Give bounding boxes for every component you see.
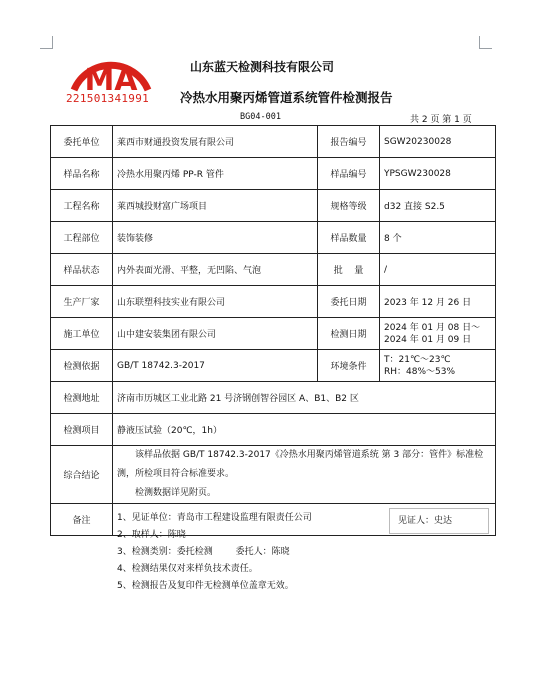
field-label: 样品编号 bbox=[318, 158, 380, 190]
table-row bbox=[51, 286, 496, 318]
field-value: 莱西市财通投资发展有限公司 bbox=[113, 126, 318, 158]
doc-number: BG04-001 bbox=[240, 112, 281, 122]
witness-box: 见证人：史达 bbox=[389, 508, 489, 534]
field-value bbox=[380, 350, 496, 382]
field-value: SGW20230028 bbox=[380, 126, 496, 158]
field-label: 报告编号 bbox=[318, 126, 380, 158]
table-row bbox=[51, 158, 496, 190]
field-value: 8 个 bbox=[380, 222, 496, 254]
field-value: / bbox=[380, 254, 496, 286]
field-value: GB/T 18742.3-2017 bbox=[113, 350, 318, 382]
field-value: 莱西城投财富广场项目 bbox=[113, 190, 318, 222]
notes-area bbox=[113, 504, 495, 591]
conclusion-paragraph: 检测数据详见附页。 bbox=[135, 488, 217, 498]
field-label: 样品数量 bbox=[318, 222, 380, 254]
field-label: 工程名称 bbox=[51, 190, 113, 222]
table-row bbox=[51, 446, 496, 504]
field-value: 2023 年 12 月 26 日 bbox=[380, 286, 496, 318]
field-value: d32 直接 S2.5 bbox=[380, 190, 496, 222]
table-row bbox=[51, 126, 496, 158]
env-temperature: T：21℃～23℃ bbox=[384, 354, 451, 365]
table-row bbox=[51, 254, 496, 286]
table-row bbox=[51, 504, 496, 536]
list-item: 3、检测类别：委托检测 委托人：陈晓 bbox=[117, 547, 290, 557]
table-row bbox=[51, 222, 496, 254]
field-label: 检测日期 bbox=[318, 318, 380, 350]
list-item: 2、取样人：陈晓 bbox=[117, 530, 186, 540]
field-label: 规格等级 bbox=[318, 190, 380, 222]
field-value: 山东联塑科技实业有限公司 bbox=[113, 286, 318, 318]
field-label: 备注 bbox=[51, 504, 113, 536]
table-row bbox=[51, 190, 496, 222]
report-table bbox=[50, 125, 496, 591]
field-label: 工程部位 bbox=[51, 222, 113, 254]
field-value: 静液压试验（20℃，1h） bbox=[113, 414, 496, 446]
notes-list bbox=[117, 510, 312, 595]
field-value: 装饰装修 bbox=[113, 222, 318, 254]
env-humidity: RH：48%～53% bbox=[384, 366, 456, 377]
report-title: 冷热水用聚丙烯管道系统管件检测报告 bbox=[180, 90, 393, 105]
table-row bbox=[51, 414, 496, 446]
field-label: 委托日期 bbox=[318, 286, 380, 318]
field-value bbox=[380, 318, 496, 350]
field-label: 综合结论 bbox=[51, 446, 113, 504]
list-item: 1、见证单位：青岛市工程建设监理有限责任公司 bbox=[117, 513, 312, 523]
test-date-end: 2024 年 01 月 09 日 bbox=[384, 334, 472, 345]
company-name: 山东蓝天检测科技有限公司 bbox=[190, 60, 335, 74]
field-label: 检测依据 bbox=[51, 350, 113, 382]
conclusion-text bbox=[113, 446, 496, 504]
page-info: 共 2 页 第 1 页 bbox=[410, 115, 472, 125]
table-row bbox=[51, 382, 496, 414]
field-label: 环境条件 bbox=[318, 350, 380, 382]
page-corner-mark bbox=[40, 36, 53, 49]
conclusion-paragraph: 该样品依据 GB/T 18742.3-2017《冷热水用聚丙烯管道系统 第 3 部分：管件》标准检测，所检项目符合标准要求。 bbox=[117, 450, 484, 479]
field-label: 批 量 bbox=[318, 254, 380, 286]
field-value: 山中建安装集团有限公司 bbox=[113, 318, 318, 350]
table-row bbox=[51, 350, 496, 382]
field-value: YPSGW230028 bbox=[380, 158, 496, 190]
field-label: 委托单位 bbox=[51, 126, 113, 158]
field-label: 检测地址 bbox=[51, 382, 113, 414]
field-value: 内外表面光滑、平整，无凹陷、气泡 bbox=[113, 254, 318, 286]
field-label: 生产厂家 bbox=[51, 286, 113, 318]
notes-cell bbox=[113, 504, 496, 591]
page-corner-mark bbox=[479, 36, 492, 49]
field-value: 冷热水用聚丙烯 PP-R 管件 bbox=[113, 158, 318, 190]
field-label: 施工单位 bbox=[51, 318, 113, 350]
field-value: 济南市历城区工业北路 21 号济钢创智谷园区 A、B1、B2 区 bbox=[113, 382, 496, 414]
field-label: 样品状态 bbox=[51, 254, 113, 286]
list-item: 4、检测结果仅对来样负技术责任。 bbox=[117, 564, 258, 574]
cma-code: 221501341991 bbox=[66, 92, 150, 105]
field-label: 样品名称 bbox=[51, 158, 113, 190]
test-date-start: 2024 年 01 月 08 日～ bbox=[384, 322, 481, 333]
table-row bbox=[51, 318, 496, 350]
list-item: 5、检测报告及复印件无检测单位盖章无效。 bbox=[117, 581, 294, 591]
logo-text: MA bbox=[84, 63, 138, 98]
field-label: 检测项目 bbox=[51, 414, 113, 446]
